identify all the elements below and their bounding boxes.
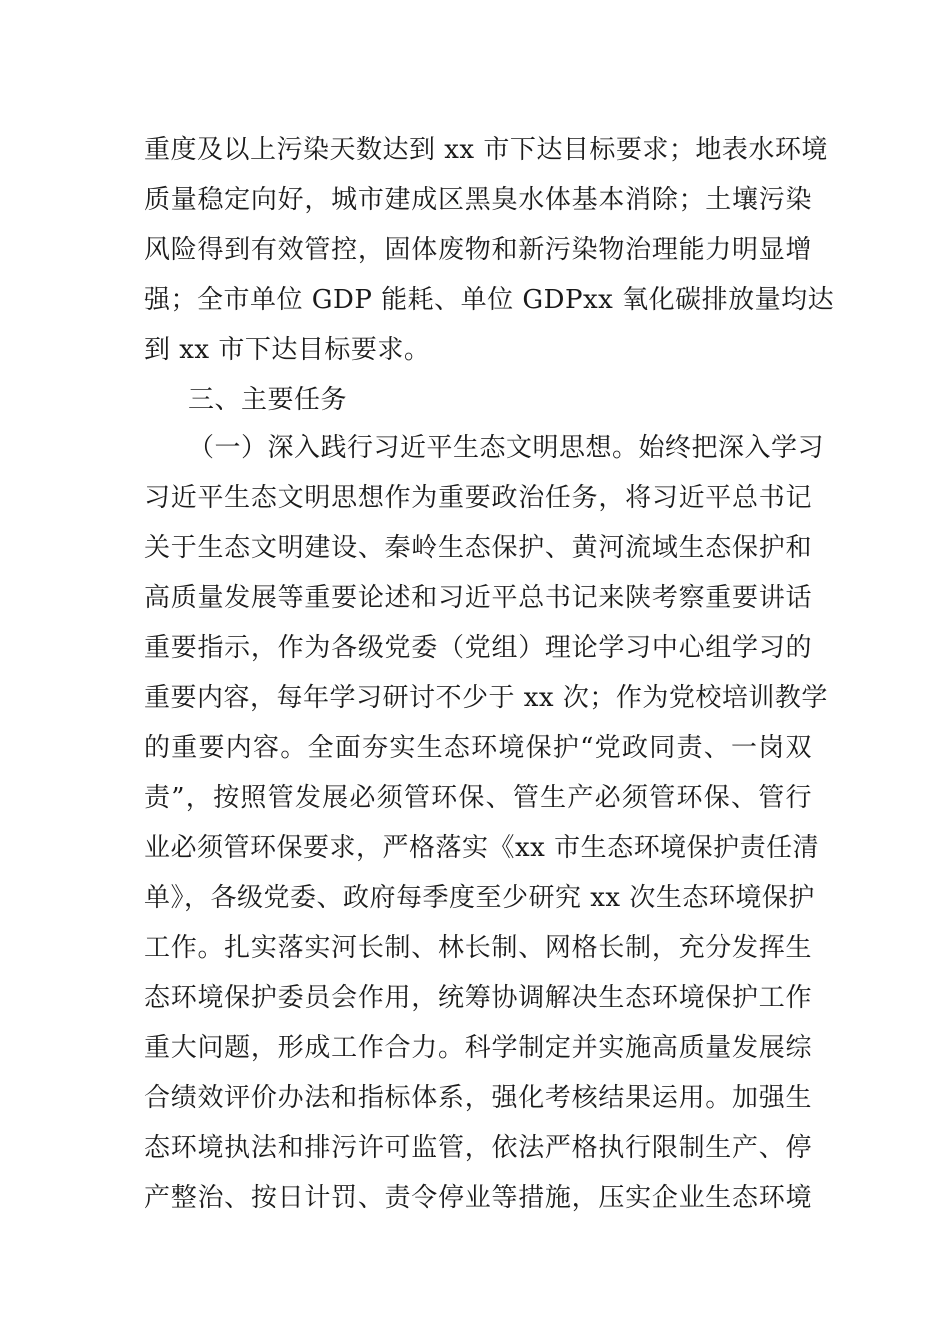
text-line: 态环境执法和排污许可监管，依法严格执行限制生产、停	[144, 1133, 812, 1163]
text-line: 重要内容，每年学习研讨不少于 xx 次；作为党校培训教学	[144, 683, 828, 713]
text-line: 重要指示，作为各级党委（党组）理论学习中心组学习的	[144, 633, 812, 663]
text-line: 强；全市单位 GDP 能耗、单位 GDPxx 氧化碳排放量均达	[144, 285, 835, 315]
text-line: 产整治、按日计罚、责令停业等措施，压实企业生态环境	[144, 1183, 812, 1213]
text-line: 重大问题，形成工作合力。科学制定并实施高质量发展综	[144, 1033, 812, 1063]
text-line: 重度及以上污染天数达到 xx 市下达目标要求；地表水环境	[144, 135, 828, 165]
text-line: 单》，各级党委、政府每季度至少研究 xx 次生态环境保护	[144, 883, 815, 913]
text-line: 态环境保护委员会作用，统筹协调解决生态环境保护工作	[144, 983, 812, 1013]
text-line: 工作。扎实落实河长制、林长制、网格长制，充分发挥生	[144, 933, 812, 963]
text-line: 质量稳定向好，城市建成区黑臭水体基本消除；土壤污染	[144, 185, 812, 215]
text-line: 风险得到有效管控，固体废物和新污染物治理能力明显增	[144, 235, 812, 265]
text-line: 高质量发展等重要论述和习近平总书记来陕考察重要讲话	[144, 583, 812, 613]
section-heading: 三、主要任务	[188, 385, 348, 415]
text-line: 的重要内容。全面夯实生态环境保护“党政同责、一岗双	[144, 733, 812, 763]
text-line: 关于生态文明建设、秦岭生态保护、黄河流域生态保护和	[144, 533, 812, 563]
text-line: 合绩效评价办法和指标体系，强化考核结果运用。加强生	[144, 1083, 812, 1113]
text-line: 到 xx 市下达目标要求。	[144, 335, 431, 365]
text-line: 业必须管环保要求，严格落实《xx 市生态环境保护责任清	[144, 833, 820, 863]
text-line: （一）深入践行习近平生态文明思想。始终把深入学习	[188, 433, 825, 463]
text-line: 责”，按照管发展必须管环保、管生产必须管环保、管行	[144, 783, 812, 813]
text-line: 习近平生态文明思想作为重要政治任务，将习近平总书记	[144, 483, 812, 513]
